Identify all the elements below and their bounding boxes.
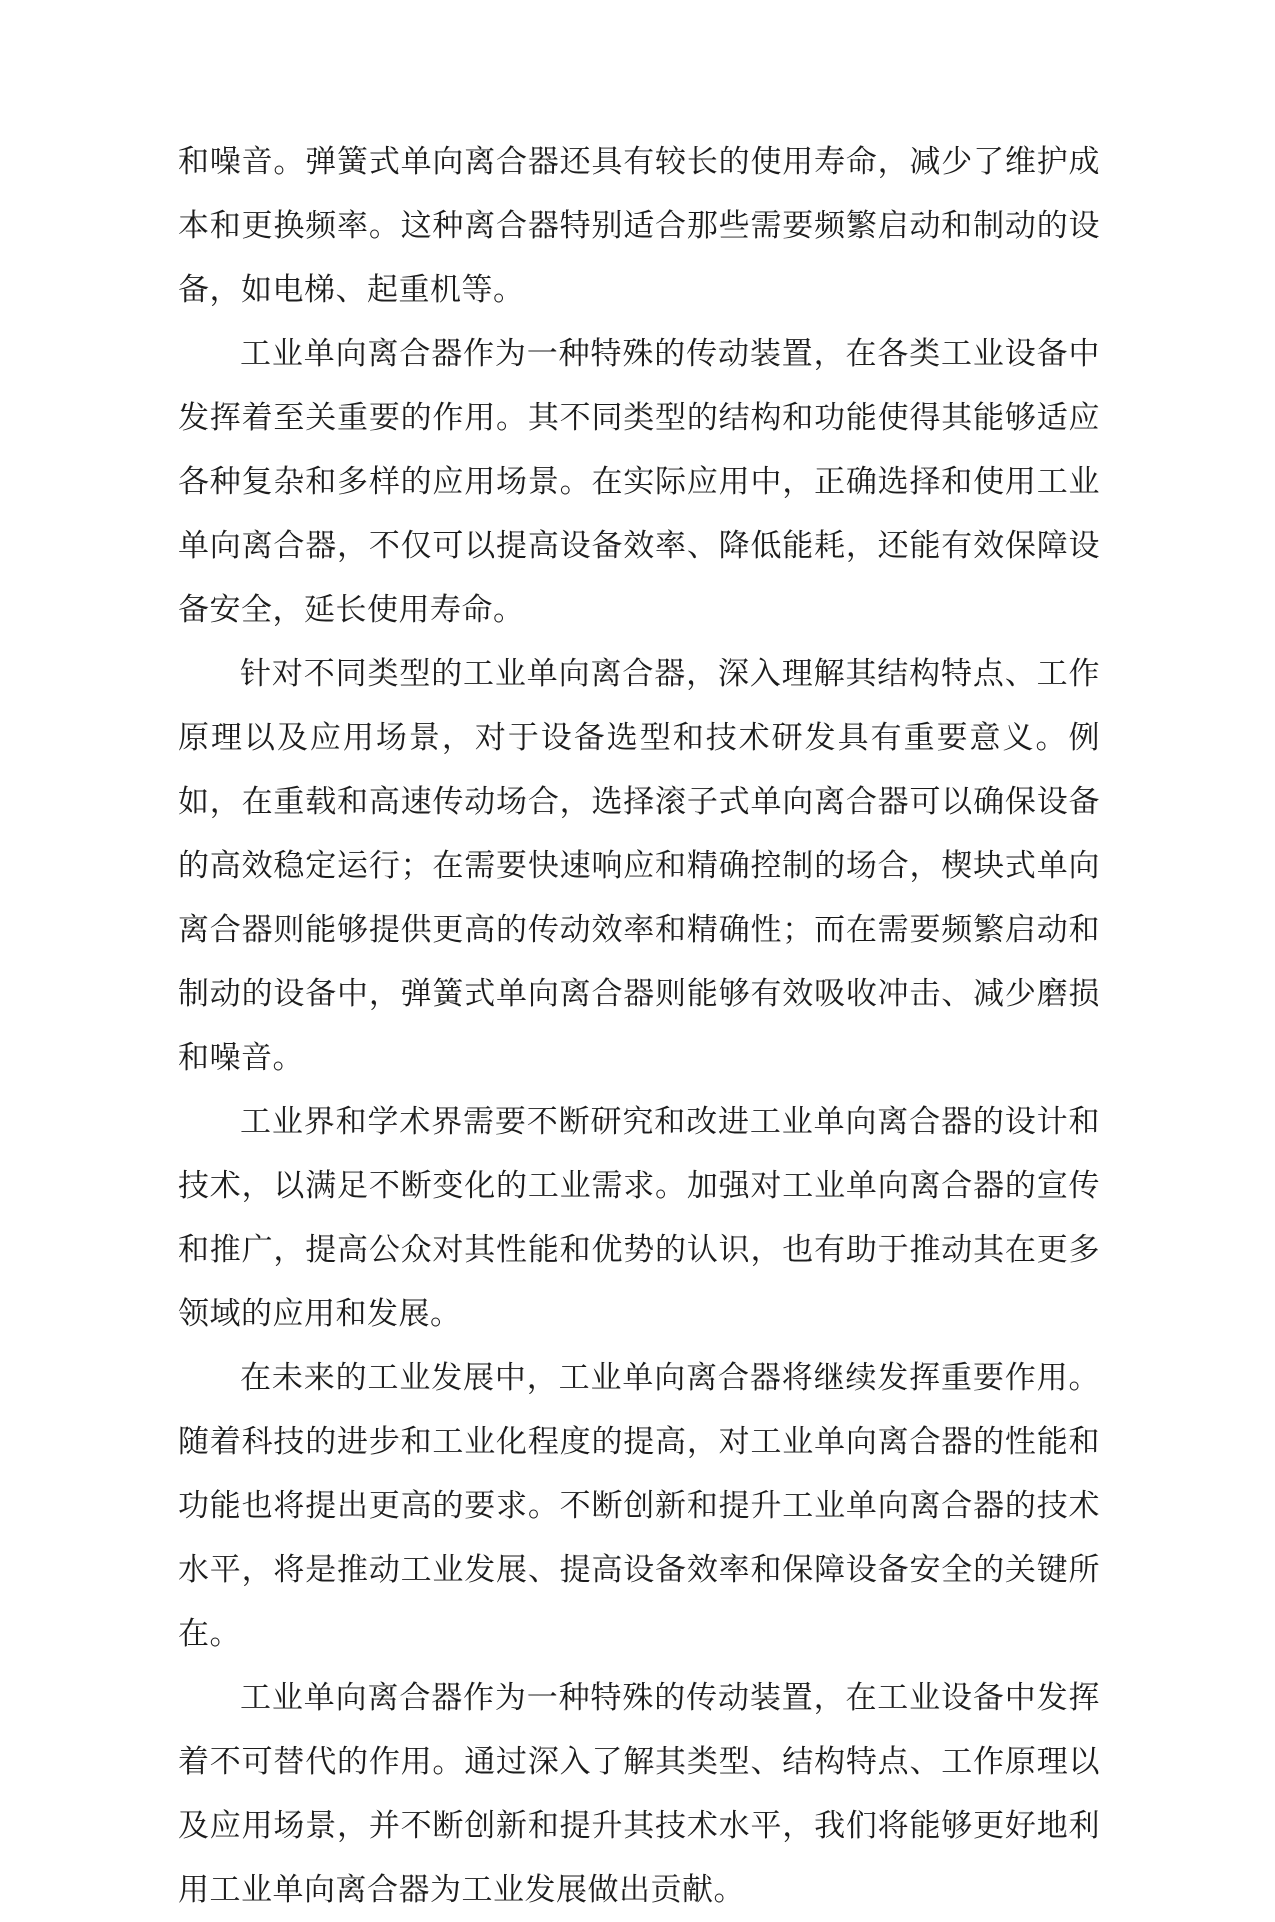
document-body-text [178, 130, 1100, 1922]
paragraph: 针对不同类型的工业单向离合器，深入理解其结构特点、工作原理以及应用场景，对于设备选型和技术研发具有重要意义。例如，在重载和高速传动场合，选择滚子式单向离合器可以确保设备的高效稳定运行；在需要快速响应和精确控制的场合，楔块式单向离合器则能够提供更高的传动效率和精确性；而在需要频繁启动和制动的设备中，弹簧式单向离合器则能够有效吸收冲击、减少磨损和噪音。 [178, 656, 1100, 1075]
paragraph: 工业单向离合器作为一种特殊的传动装置，在各类工业设备中发挥着至关重要的作用。其不同类型的结构和功能使得其能够适应各种复杂和多样的应用场景。在实际应用中，正确选择和使用工业单向离合器，不仅可以提高设备效率、降低能耗，还能有效保障设备安全，延长使用寿命。 [178, 336, 1100, 627]
paragraph: 工业界和学术界需要不断研究和改进工业单向离合器的设计和技术，以满足不断变化的工业需求。加强对工业单向离合器的宣传和推广，提高公众对其性能和优势的认识，也有助于推动其在更多领域的应用和发展。 [178, 1104, 1100, 1331]
paragraph: 工业单向离合器作为一种特殊的传动装置，在工业设备中发挥着不可替代的作用。通过深入了解其类型、结构特点、工作原理以及应用场景，并不断创新和提升其技术水平，我们将能够更好地利用工业单向离合器为工业发展做出贡献。 [178, 1680, 1100, 1907]
paragraph: 和噪音。弹簧式单向离合器还具有较长的使用寿命，减少了维护成本和更换频率。这种离合器特别适合那些需要频繁启动和制动的设备，如电梯、起重机等。 [178, 144, 1100, 307]
paragraph: 在未来的工业发展中，工业单向离合器将继续发挥重要作用。随着科技的进步和工业化程度的提高，对工业单向离合器的性能和功能也将提出更高的要求。不断创新和提升工业单向离合器的技术水平，将是推动工业发展、提高设备效率和保障设备安全的关键所在。 [178, 1360, 1100, 1651]
